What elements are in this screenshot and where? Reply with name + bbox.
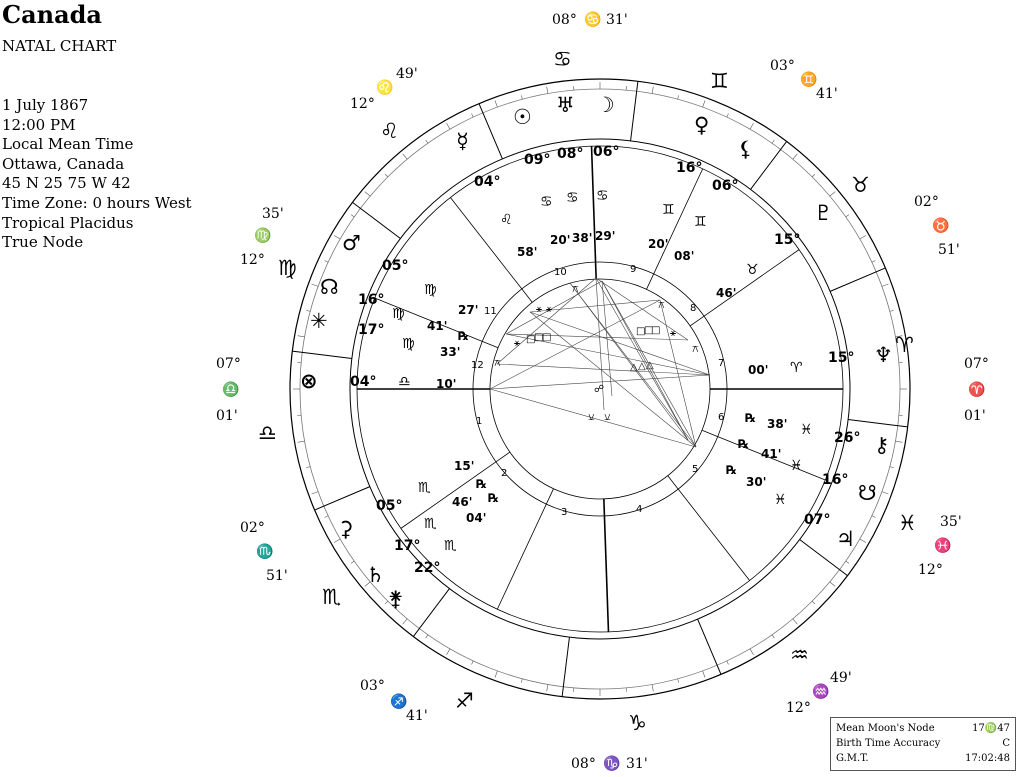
chiron-icon: ⚷: [874, 433, 890, 457]
house-number-divider: [646, 274, 653, 289]
degree-tick: [872, 261, 876, 263]
sun-degree: 09°: [524, 152, 551, 168]
degree-tick: [298, 441, 305, 442]
north-node-minute: 41': [427, 319, 448, 333]
ceres-degree: 05°: [376, 498, 403, 514]
degree-tick: [846, 215, 849, 217]
sign-scorpio: ♏: [322, 585, 341, 609]
sign-divider: [848, 420, 908, 427]
north-node-retrograde: ℞: [458, 329, 469, 343]
aspect-glyph: ⚹: [546, 304, 552, 315]
lilith-icon: ⚸: [738, 137, 754, 161]
degree-tick: [830, 192, 835, 196]
degree-tick: [547, 684, 548, 691]
aspect-glyph: ⚹: [536, 304, 542, 315]
aspect-line: [602, 281, 612, 396]
aspect-glyph: □: [651, 325, 661, 336]
info-house-system: Tropical Placidus: [2, 213, 134, 232]
saturn-sign: ♏: [424, 516, 437, 532]
chiron-retrograde: ℞: [745, 411, 756, 425]
degree-tick: [426, 635, 428, 638]
degree-tick: [890, 467, 894, 468]
cusp3-min: 41': [406, 708, 428, 724]
cusp7-deg: 07°: [964, 356, 989, 372]
cusp5-deg: 12°: [786, 700, 811, 716]
house-cusp-line: [592, 146, 597, 279]
house-number-10: 10: [554, 267, 567, 278]
info-node-type: True Node: [2, 233, 84, 252]
south-node-minute: 41': [761, 447, 782, 461]
house-number-3: 3: [561, 507, 568, 518]
house-number-divider: [702, 430, 718, 436]
cusp5-min: 49': [830, 670, 852, 686]
house-number-1: 1: [476, 416, 483, 427]
degree-tick: [426, 140, 428, 143]
degree-tick: [872, 516, 876, 518]
info-time: 12:00 PM: [2, 115, 76, 134]
aspect-lines: [490, 278, 710, 447]
sign-gemini: ♊: [710, 69, 729, 93]
cusp7-sign: ♈: [968, 382, 986, 398]
degree-tick: [652, 684, 653, 691]
house-number-divider: [496, 452, 510, 462]
info-value: C: [1002, 738, 1010, 749]
juno-retrograde: ℞: [488, 491, 499, 505]
jupiter-retrograde: ℞: [726, 463, 737, 477]
degree-tick: [882, 492, 889, 494]
south-node-sign: ♓: [790, 458, 803, 474]
info-coordinates: 45 N 25 75 W 42: [2, 174, 131, 193]
south-node-icon: ☋: [858, 481, 877, 505]
degree-tick: [447, 649, 451, 655]
cusp6-deg: 12°: [918, 562, 943, 578]
cusp3-sign: ♐: [390, 694, 408, 710]
degree-tick: [793, 154, 797, 159]
sign-divider: [562, 637, 569, 697]
info-row-mean-node: [836, 721, 1010, 736]
house-cusp-line: [678, 489, 749, 580]
sign-capricorn: ♑: [628, 711, 647, 735]
jupiter-icon: ♃: [836, 527, 855, 551]
mercury-degree: 04°: [474, 174, 501, 190]
sign-virgo: ♍: [278, 256, 297, 280]
degree-tick: [521, 95, 522, 99]
info-date: 1 July 1867: [2, 96, 89, 114]
saturn-degree: 17°: [394, 538, 421, 554]
jupiter-degree: 07°: [804, 512, 831, 528]
north-node-icon: ☊: [320, 275, 339, 299]
degree-tick: [772, 140, 774, 143]
moon-degree: 06°: [593, 144, 620, 160]
neptune-degree: 15°: [828, 350, 855, 366]
aspect-glyph: ⚹: [514, 338, 520, 349]
pluto-icon: ♇: [814, 201, 833, 225]
aspect-glyphs: [494, 284, 699, 423]
cusp8-min: 51': [938, 242, 960, 258]
mercury-minute: 58': [517, 245, 538, 259]
info-location: Ottawa, Canada: [2, 154, 125, 173]
cusp6-sign: ♓: [934, 538, 952, 554]
cusp11-sign: ♌: [376, 80, 394, 96]
degree-tick: [495, 671, 497, 678]
degree-tick: [890, 310, 894, 311]
degree-tick: [351, 215, 354, 217]
degree-tick: [521, 679, 522, 683]
degree-tick: [298, 336, 305, 337]
chiron-minute: 38': [767, 417, 788, 431]
sign-divider: [479, 104, 502, 159]
cusp5-sign: ♒: [812, 684, 830, 700]
cusp8-sign: ♉: [932, 218, 950, 234]
sign-divider: [698, 619, 721, 674]
info-row-gmt: [836, 751, 1010, 766]
cusp4-deg: 08°: [571, 756, 596, 772]
degree-tick: [860, 539, 866, 543]
house-number-2: 2: [501, 468, 508, 479]
uranus-sign: ♋: [566, 190, 579, 206]
degree-tick: [772, 635, 774, 638]
sign-aries: ♈: [895, 333, 914, 357]
info-time-type: Local Mean Time: [2, 135, 134, 154]
sign-divider: [751, 141, 787, 189]
info-label: G.M.T.: [836, 753, 869, 764]
chart-title: Canada: [2, 0, 102, 29]
sun-minute: 38': [572, 231, 593, 245]
info-label: Birth Time Accuracy: [836, 738, 941, 749]
cusp1-sign: ♎: [222, 382, 240, 398]
aspect-glyph: ⚺: [588, 412, 595, 423]
uranus-degree: 08°: [557, 146, 584, 162]
ceres-icon: ⚳: [338, 517, 354, 541]
cusp2-sign: ♏: [256, 544, 274, 560]
vertex-degree: 17°: [358, 322, 385, 338]
info-label: Mean Moon's Node: [836, 723, 935, 734]
vertex-minute: 33': [440, 345, 461, 359]
aspect-glyph: □: [636, 326, 646, 337]
aspect-glyph: ☍: [594, 384, 605, 395]
house-cusp-line: [497, 504, 546, 609]
sign-libra: ♎: [258, 421, 277, 445]
aspect-glyph: ⚹: [670, 328, 676, 339]
degree-tick: [324, 261, 328, 263]
juno-icon: ⚵: [388, 587, 404, 611]
pluto-degree: 15°: [774, 232, 801, 248]
degree-tick: [703, 671, 705, 678]
house-number-6: 6: [718, 412, 725, 423]
house-number-divider: [546, 489, 553, 504]
ceres-minute: 15': [454, 459, 475, 473]
south-node-degree: 16°: [822, 472, 849, 488]
degree-tick: [727, 661, 729, 665]
sun-sign: ♋: [540, 194, 553, 210]
cusp10-sign: ♋: [584, 12, 602, 28]
sign-divider: [631, 81, 638, 141]
degree-tick: [472, 661, 474, 665]
cusp9-deg: 03°: [770, 58, 795, 74]
neptune-sign: ♈: [790, 360, 803, 376]
info-box: [830, 717, 1016, 771]
aspect-glyph: ⚻: [572, 284, 579, 295]
house-number-4: 4: [636, 504, 643, 515]
uranus-minute: 20': [550, 233, 571, 247]
pluto-minute: 46': [716, 286, 737, 300]
degree-tick: [812, 601, 815, 604]
house-number-9: 9: [630, 264, 637, 275]
degree-tick: [652, 87, 653, 94]
venus-degree: 16°: [676, 160, 703, 176]
house-number-8: 8: [690, 303, 697, 314]
jupiter-sign: ♓: [774, 492, 787, 508]
uranus-icon: ♅: [556, 93, 575, 117]
pluto-sign: ♉: [746, 262, 759, 278]
cusp12-deg: 12°: [240, 252, 265, 268]
fortune-sign: ♎: [398, 374, 411, 390]
aspect-glyph: □: [542, 332, 552, 343]
venus-sign: ♊: [662, 202, 675, 218]
juno-sign: ♏: [444, 538, 457, 554]
degree-tick: [727, 113, 729, 117]
house-number-divider: [690, 316, 704, 326]
degree-tick: [447, 123, 451, 129]
degree-tick: [860, 236, 866, 240]
mars-minute: 27': [458, 303, 479, 317]
lilith-degree: 06°: [712, 178, 739, 194]
aspect-glyph: △: [638, 361, 646, 372]
degree-tick: [678, 95, 679, 99]
cusp9-sign: ♊: [800, 72, 818, 88]
ceres-sign: ♏: [418, 480, 431, 496]
saturn-minute: 46': [452, 495, 473, 509]
degree-tick: [306, 467, 310, 468]
fortune-minute: 10': [436, 377, 457, 391]
sign-divider: [413, 589, 449, 637]
cusp8-deg: 02°: [914, 194, 939, 210]
info-value: 17♍47: [972, 723, 1010, 734]
house-cusp-line: [604, 499, 609, 632]
cusp11-deg: 12°: [350, 96, 375, 112]
mercury-sign: ♌: [500, 212, 513, 228]
info-row-accuracy: [836, 736, 1010, 751]
degree-tick: [403, 154, 407, 159]
vertex-icon: ✳: [310, 309, 328, 333]
info-timezone: Time Zone: 0 hours West: [2, 193, 192, 212]
degree-tick: [750, 649, 754, 655]
house-number-11: 11: [484, 306, 497, 317]
degree-tick: [334, 236, 340, 240]
aspect-glyph: □: [644, 325, 654, 336]
sign-leo: ♌: [380, 119, 399, 143]
chart-subtitle: NATAL CHART: [2, 37, 117, 55]
saturn-icon: ♄: [366, 563, 385, 587]
house-cusp-line: [704, 250, 799, 317]
lilith-sign: ♊: [694, 214, 707, 230]
cusp12-min: 35': [262, 206, 284, 222]
aspect-glyph: △: [646, 360, 654, 371]
juno-minute: 04': [466, 511, 487, 525]
mars-sign: ♍: [424, 282, 437, 298]
neptune-icon: ♆: [874, 343, 893, 367]
sign-sagittarius: ♐: [455, 689, 474, 713]
moon-sign: ♋: [596, 188, 609, 204]
aspect-glyph: ⚻: [658, 300, 665, 311]
part-of-fortune-icon: ⊗: [300, 369, 318, 393]
mercury-icon: ☿: [456, 129, 469, 153]
vertex-sign: ♍: [402, 336, 415, 352]
cusp11-min: 49': [396, 66, 418, 82]
cusp9-min: 41': [816, 86, 838, 102]
venus-icon: ♀: [694, 113, 710, 137]
saturn-retrograde: ℞: [476, 477, 487, 491]
cusp12-sign: ♍: [254, 228, 272, 244]
degree-tick: [882, 284, 889, 286]
degree-tick: [324, 516, 328, 518]
moon-icon: ☽: [596, 93, 615, 117]
neptune-minute: 00': [748, 363, 769, 377]
aspect-glyph: △: [630, 362, 638, 373]
aspect-glyph: ⚻: [494, 358, 501, 369]
sign-aquarius: ♒: [790, 643, 809, 667]
cusp1-deg: 07°: [216, 356, 241, 372]
degree-tick: [365, 192, 370, 196]
house-number-divider: [482, 341, 498, 347]
cusp4-min: 31': [626, 756, 648, 772]
moon-minute: 29': [595, 229, 616, 243]
cusp2-min: 51': [266, 568, 288, 584]
chiron-sign: ♓: [800, 422, 813, 438]
house-number-divider: [522, 289, 532, 302]
degree-tick: [895, 441, 902, 442]
lilith-minute: 08': [674, 249, 695, 263]
aspect-line: [497, 364, 710, 375]
cusp7-min: 01': [964, 408, 986, 424]
cusp10-min: 31': [606, 12, 628, 28]
degree-tick: [793, 619, 797, 624]
sun-icon: ☉: [513, 105, 532, 129]
info-value: 17:02:48: [965, 753, 1010, 764]
juno-degree: 22°: [414, 560, 441, 576]
cusp4-sign: ♑: [603, 756, 621, 772]
sign-divider: [292, 351, 352, 358]
house-number-7: 7: [718, 358, 725, 369]
degree-tick: [403, 619, 407, 624]
aspect-glyph: ⚻: [692, 344, 699, 355]
cusp1-min: 01': [216, 408, 238, 424]
sign-cancer: ♋: [553, 47, 572, 71]
mars-degree: 05°: [382, 258, 409, 274]
cusp6-min: 35': [940, 514, 962, 530]
chiron-degree: 26°: [834, 430, 861, 446]
degree-tick: [678, 679, 679, 683]
degree-tick: [830, 582, 835, 586]
mars-icon: ♂: [342, 231, 361, 255]
north-node-sign: ♍: [392, 306, 405, 322]
degree-tick: [385, 174, 388, 177]
degree-tick: [812, 174, 815, 177]
aspect-glyph: ⚺: [604, 412, 611, 423]
degree-tick: [703, 101, 705, 108]
degree-tick: [312, 284, 319, 286]
sign-taurus: ♉: [851, 173, 870, 197]
south-node-retrograde: ℞: [738, 437, 749, 451]
house-number-5: 5: [692, 464, 699, 475]
cusp3-deg: 03°: [360, 678, 385, 694]
sign-divider: [315, 487, 370, 510]
degree-tick: [472, 113, 474, 117]
north-node-degree: 16°: [358, 292, 385, 308]
degree-tick: [547, 87, 548, 94]
jupiter-minute: 30': [746, 475, 767, 489]
sign-pisces: ♓: [898, 511, 917, 535]
house-number-12: 12: [471, 360, 484, 371]
degree-tick: [312, 492, 319, 494]
aspect-glyph: □: [526, 334, 536, 345]
fortune-degree: 04°: [350, 374, 377, 390]
aspect-glyph: □: [534, 332, 544, 343]
degree-tick: [750, 123, 754, 129]
venus-minute: 20': [648, 237, 669, 251]
degree-tick: [351, 561, 354, 563]
cusp2-deg: 02°: [240, 520, 265, 536]
cusp10-deg: 08°: [552, 12, 577, 28]
degree-tick: [495, 101, 497, 108]
aspect-line: [497, 278, 596, 364]
house-number-divider: [668, 476, 678, 489]
sign-divider: [830, 268, 885, 291]
degree-tick: [846, 561, 849, 563]
aspect-line: [530, 312, 710, 375]
